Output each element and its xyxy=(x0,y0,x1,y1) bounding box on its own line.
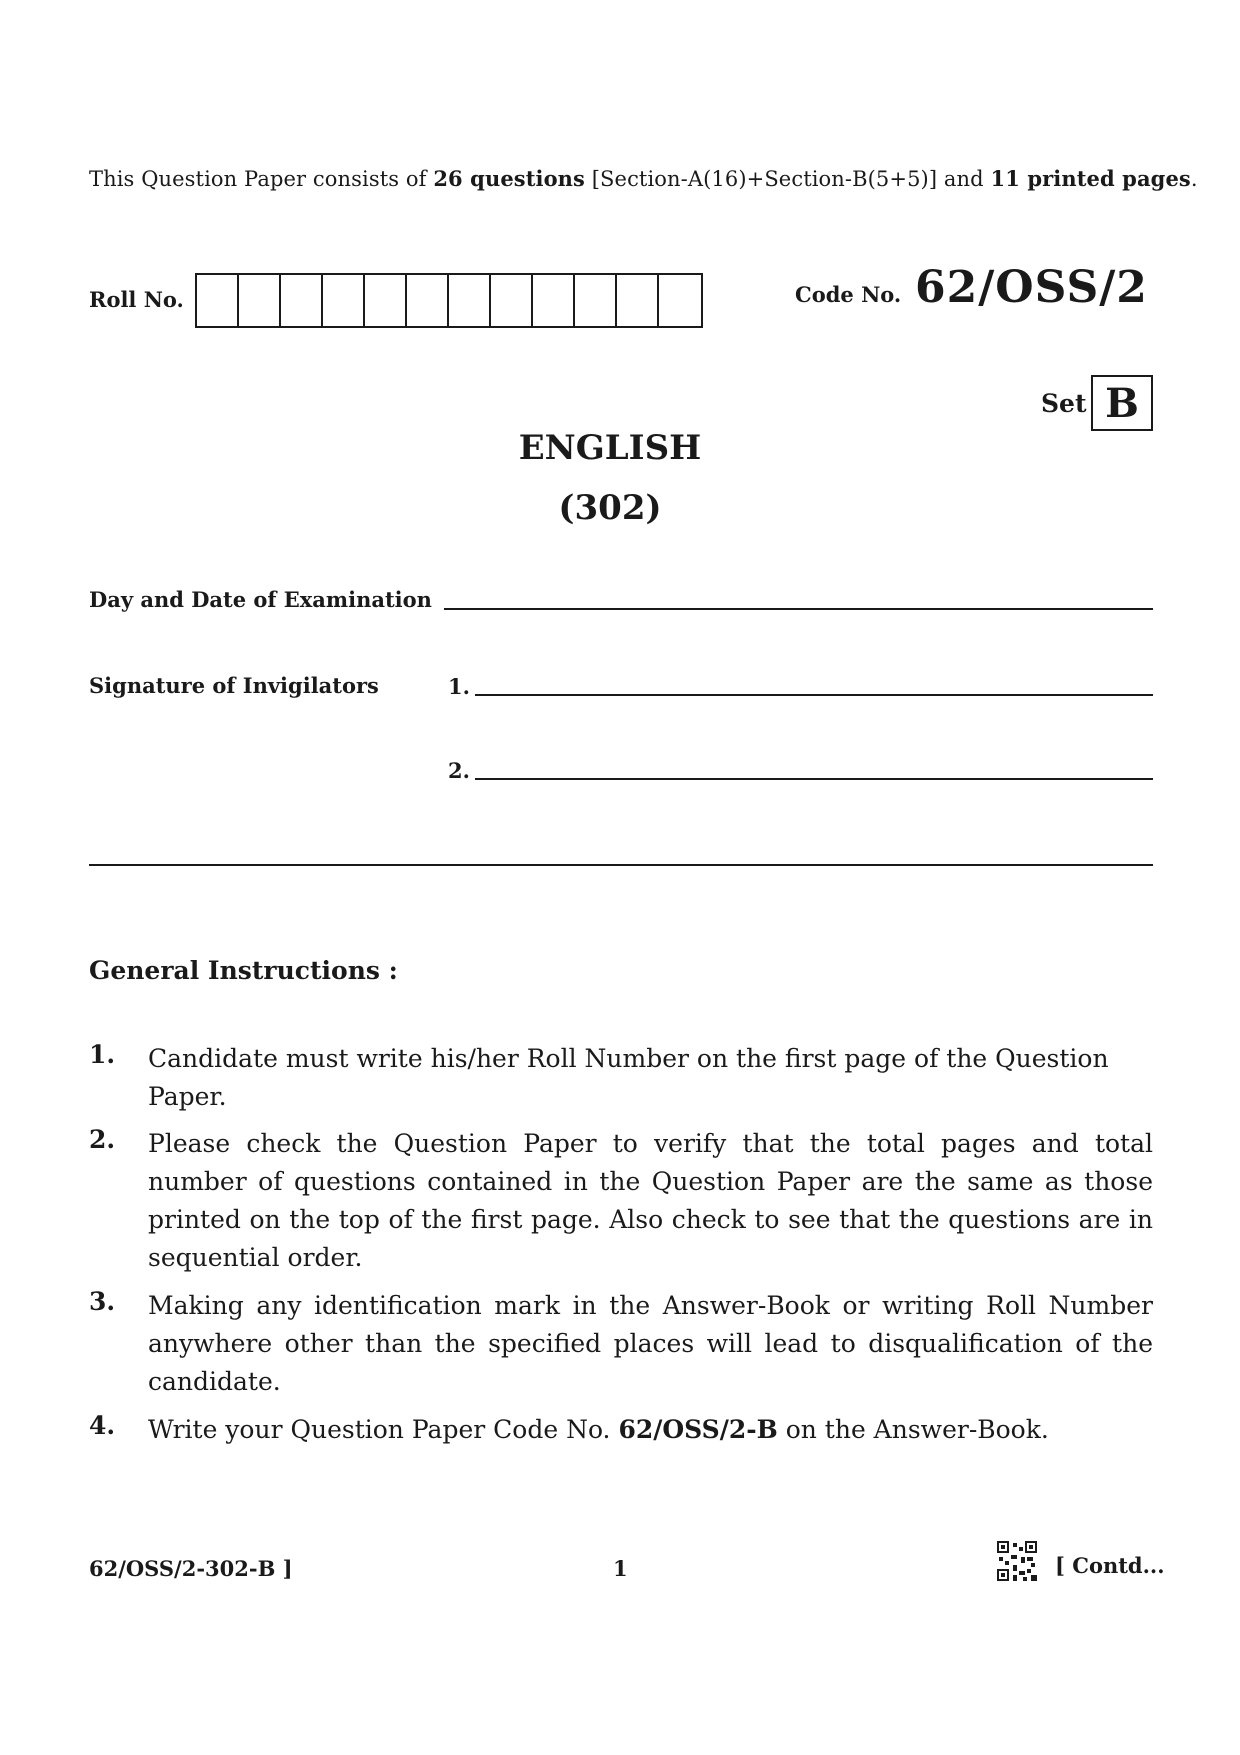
roll-number-box[interactable] xyxy=(575,275,617,326)
exam-date-label: Day and Date of Examination xyxy=(89,587,432,612)
question-count: 26 questions xyxy=(433,166,585,191)
roll-number-box[interactable] xyxy=(365,275,407,326)
roll-number-box[interactable] xyxy=(323,275,365,326)
page-count: 11 printed pages xyxy=(990,166,1191,191)
instruction-2-text: Please check the Question Paper to verify that the total pages and total number of questions contained in the Question Paper are the same as those printed on the top of the first page. Also check to see that the questions are in sequential order. xyxy=(148,1129,1153,1272)
instruction-1-number: 1. xyxy=(89,1040,116,1069)
section-breakdown: [Section-A(16)+Section-B(5+5)] and xyxy=(584,167,991,191)
page-number: 1 xyxy=(613,1556,628,1581)
subject-title: ENGLISH xyxy=(518,428,702,468)
instruction-3-text: Making any identification mark in the Answer-Book or writing Roll Number anywhere other than the specified places will lead to disqualification of the candidate. xyxy=(148,1291,1153,1396)
set-label: Set xyxy=(1041,389,1087,418)
instruction-1-text: Candidate must write his/her Roll Number on the first page of the Question Paper. xyxy=(148,1044,1109,1111)
summary-prefix: This Question Paper consists of xyxy=(89,167,434,191)
instruction-4-text xyxy=(148,1411,1153,1449)
instruction-4-number: 4. xyxy=(89,1411,116,1440)
code-number-label: Code No. xyxy=(795,282,902,307)
instruction-2-number: 2. xyxy=(89,1125,116,1154)
signature-1-number: 1. xyxy=(448,674,470,699)
roll-number-label: Roll No. xyxy=(89,287,184,312)
continued-marker: [ Contd... xyxy=(1055,1553,1165,1578)
instruction-3-number: 3. xyxy=(89,1287,116,1316)
roll-number-box[interactable] xyxy=(617,275,659,326)
subject-code: (302) xyxy=(558,488,662,528)
roll-number-box[interactable] xyxy=(491,275,533,326)
roll-number-box[interactable] xyxy=(659,275,701,326)
instruction-4-after: on the Answer-Book. xyxy=(777,1415,1049,1444)
section-divider xyxy=(89,864,1153,866)
roll-number-box[interactable] xyxy=(449,275,491,326)
summary-period: . xyxy=(1190,167,1198,191)
signature-1-line[interactable] xyxy=(475,694,1153,696)
roll-number-box[interactable] xyxy=(239,275,281,326)
answer-book-code: 62/OSS/2-B xyxy=(618,1415,778,1444)
roll-number-box[interactable] xyxy=(533,275,575,326)
question-paper-summary xyxy=(89,166,1198,191)
qr-code-icon xyxy=(997,1541,1037,1581)
invigilator-signature-label: Signature of Invigilators xyxy=(89,673,379,698)
set-value-box: B xyxy=(1091,375,1153,431)
footer-paper-code: 62/OSS/2-302-B ] xyxy=(89,1556,293,1581)
signature-2-number: 2. xyxy=(448,758,470,783)
roll-number-box[interactable] xyxy=(197,275,239,326)
instruction-4-before: Write your Question Paper Code No. xyxy=(148,1415,619,1444)
roll-number-box[interactable] xyxy=(281,275,323,326)
signature-2-line[interactable] xyxy=(475,778,1153,780)
roll-number-boxes[interactable] xyxy=(195,273,703,328)
exam-date-line[interactable] xyxy=(444,608,1153,610)
roll-number-box[interactable] xyxy=(407,275,449,326)
general-instructions-heading: General Instructions : xyxy=(89,956,398,985)
code-number-value: 62/OSS/2 xyxy=(915,262,1148,313)
